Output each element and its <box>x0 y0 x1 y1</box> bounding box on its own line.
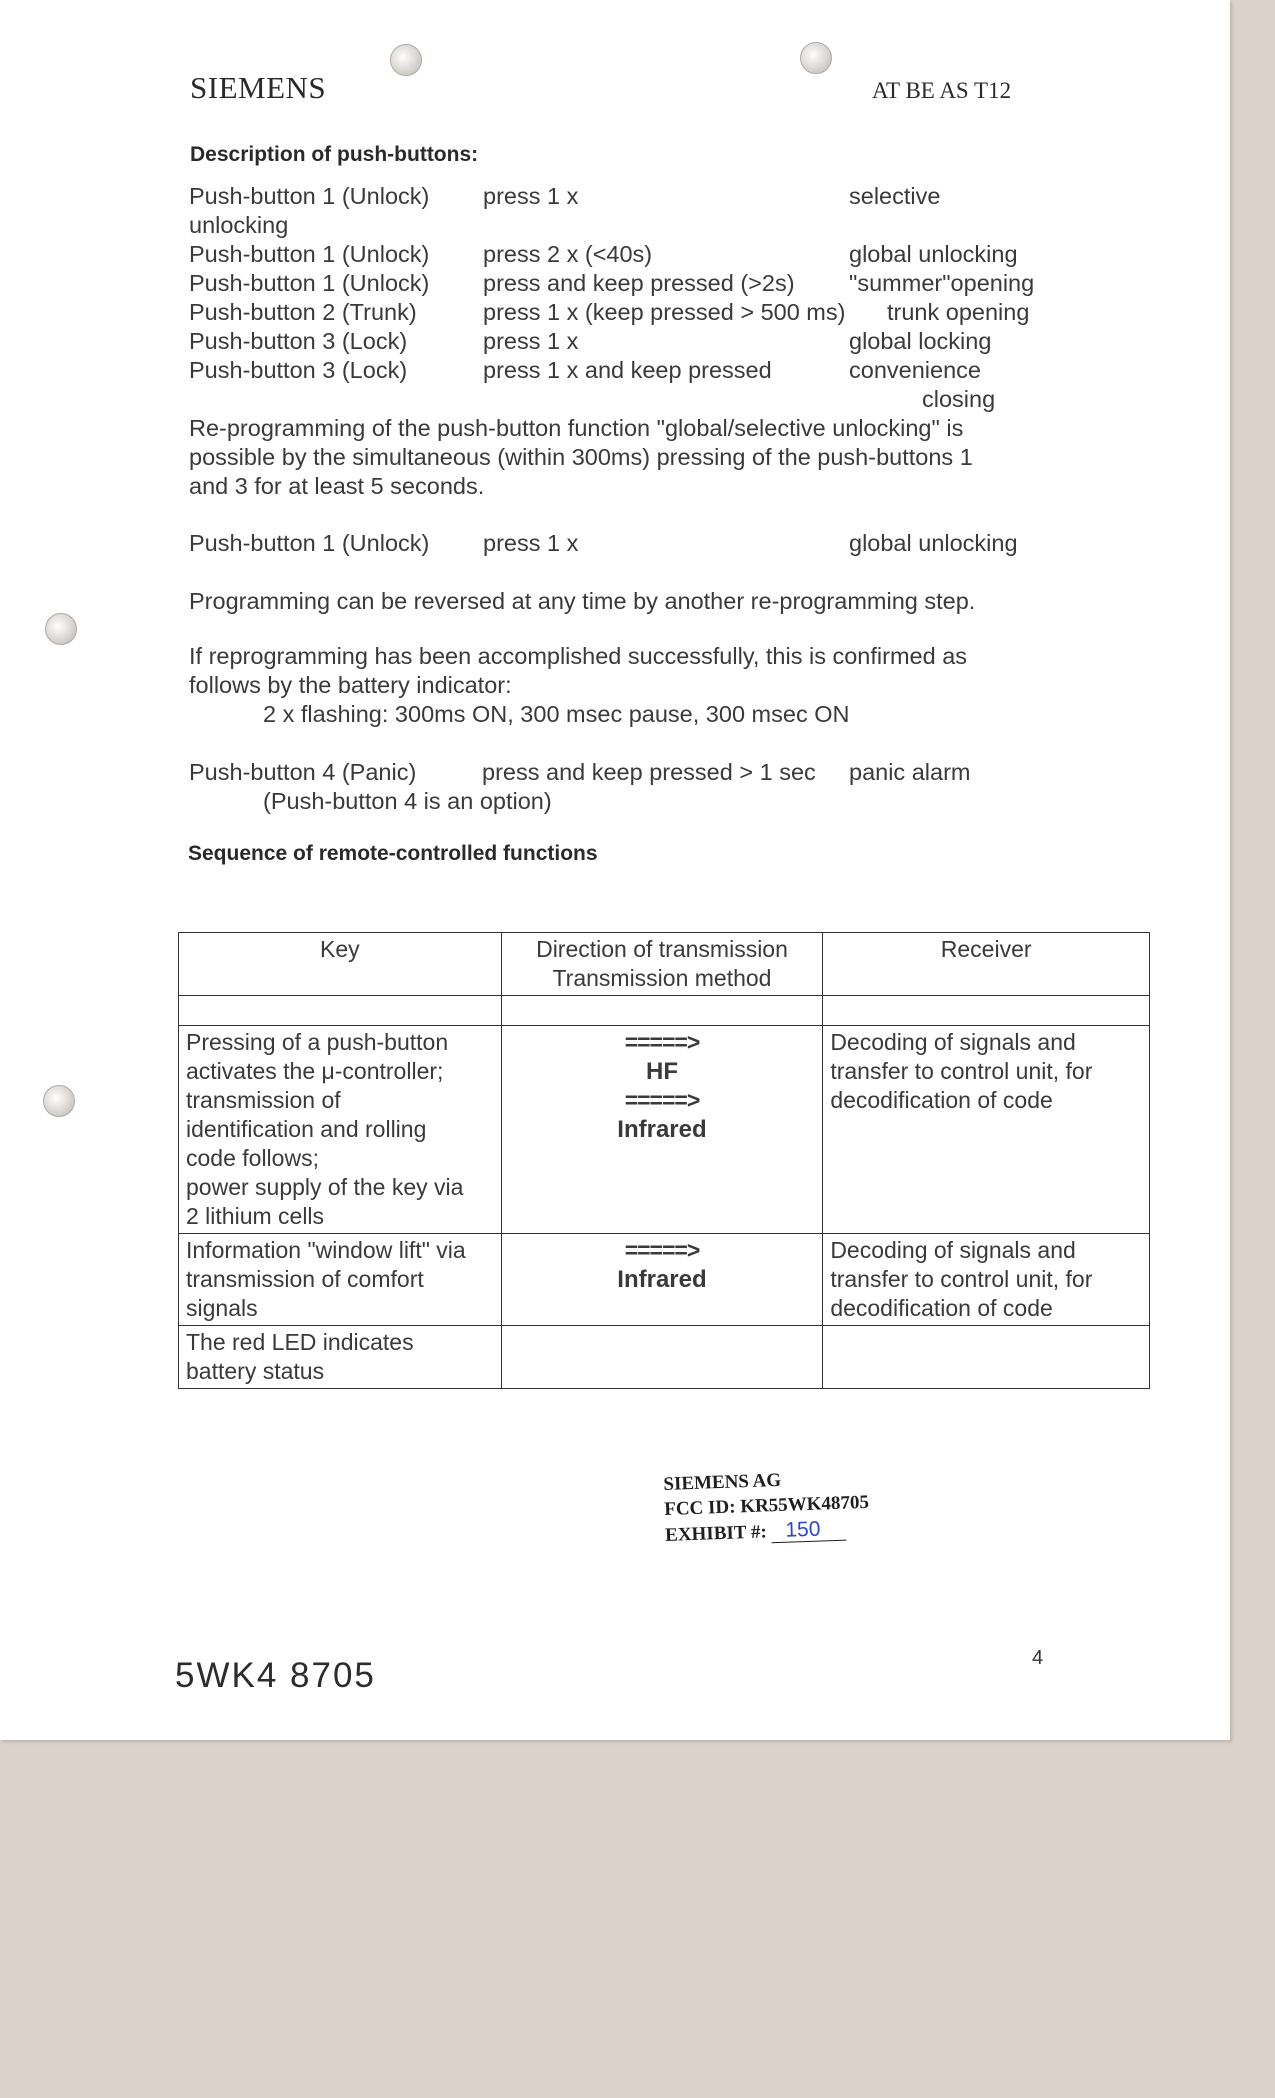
row1-direction-cell: =====> HF =====> Infrared <box>501 1026 823 1234</box>
button-action: press 1 x (keep pressed > 500 ms) <box>483 299 846 325</box>
button-action: press and keep pressed (>2s) <box>483 270 795 296</box>
button-function: global unlocking <box>849 241 1018 267</box>
button-name: Push-button 1 (Unlock) <box>189 530 430 556</box>
reprogramming-text: possible by the simultaneous (within 300ms) pressing of the push-buttons 1 <box>189 444 973 470</box>
button-name: Push-button 1 (Unlock) <box>189 270 430 296</box>
button-action: press 1 x <box>483 328 579 354</box>
document-reference: AT BE AS T12 <box>872 78 1012 103</box>
button-function: convenience <box>849 357 981 383</box>
page-number: 4 <box>1032 1647 1044 1669</box>
table-row <box>179 1326 1150 1389</box>
panic-note: (Push-button 4 is an option) <box>263 788 552 814</box>
table-row <box>179 1234 1150 1326</box>
button-action: press 1 x and keep pressed <box>483 357 772 383</box>
button-action: press and keep pressed > 1 sec <box>482 759 816 785</box>
flash-pattern-text: 2 x flashing: 300ms ON, 300 msec pause, 300 msec ON <box>263 701 850 727</box>
section-title-sequence: Sequence of remote-controlled functions <box>188 842 598 865</box>
row2-receiver-cell: Decoding of signals and transfer to control unit, for decodification of code <box>823 1234 1150 1326</box>
arrow-right-icon: =====> <box>624 1029 700 1055</box>
header-receiver: Receiver <box>823 933 1150 996</box>
confirm-text: follows by the battery indicator: <box>189 672 512 698</box>
header-key: Key <box>179 933 502 996</box>
button-function: "summer"opening <box>849 270 1035 296</box>
row1-receiver-cell: Decoding of signals and transfer to control unit, for decodification of code <box>823 1026 1150 1234</box>
table-row <box>179 1026 1150 1234</box>
button-name: Push-button 1 (Unlock) <box>189 183 430 209</box>
brand-logo-text: SIEMENS <box>190 70 327 105</box>
button-action: press 1 x <box>483 530 579 556</box>
button-name: Push-button 4 (Panic) <box>189 759 417 785</box>
punch-hole <box>800 42 832 74</box>
part-number: 5WK4 8705 <box>175 1656 376 1695</box>
button-function-wrap: closing <box>922 386 996 412</box>
button-function: global locking <box>849 328 992 354</box>
row3-key-cell: The red LED indicates battery status <box>179 1326 502 1389</box>
button-name: Push-button 2 (Trunk) <box>189 299 417 325</box>
table-spacer-row <box>179 996 1150 1026</box>
reverse-text: Programming can be reversed at any time by another re-programming step. <box>189 588 976 614</box>
button-function: panic alarm <box>849 759 971 785</box>
button-function: trunk opening <box>887 299 1030 325</box>
punch-hole <box>45 613 77 645</box>
row1-key-cell: Pressing of a push-button activates the μ-controller; transmission of identification and rolling code follows; power supply of the key via 2 lithium cells <box>179 1026 502 1234</box>
button-name: Push-button 3 (Lock) <box>189 357 408 383</box>
punch-hole <box>43 1085 75 1117</box>
sequence-table <box>178 932 1150 1389</box>
fcc-stamp: SIEMENS AG FCC ID: KR55WK48705 EXHIBIT #: 150 <box>663 1469 870 1546</box>
section-title-push-buttons: Description of push-buttons: <box>190 143 479 166</box>
button-function-wrap: unlocking <box>189 212 289 238</box>
exhibit-number-handwritten: 150 <box>771 1517 847 1544</box>
arrow-right-icon: =====> <box>624 1237 700 1263</box>
button-action: press 2 x (<40s) <box>483 241 653 267</box>
table-header-row <box>179 933 1150 996</box>
header-direction: Direction of transmission Transmission method <box>501 933 823 996</box>
reprogramming-text: Re-programming of the push-button function "global/selective unlocking" is <box>189 415 964 441</box>
button-function: selective <box>849 183 941 209</box>
button-function: global unlocking <box>849 530 1018 556</box>
row2-direction-cell: =====> Infrared <box>501 1234 823 1326</box>
confirm-text: If reprogramming has been accomplished successfully, this is confirmed as <box>189 643 968 669</box>
button-action: press 1 x <box>483 183 579 209</box>
arrow-right-icon: =====> <box>624 1087 700 1113</box>
punch-hole <box>390 44 422 76</box>
button-name: Push-button 3 (Lock) <box>189 328 408 354</box>
button-name: Push-button 1 (Unlock) <box>189 241 430 267</box>
row2-key-cell: Information "window lift" via transmission of comfort signals <box>179 1234 502 1326</box>
reprogramming-text: and 3 for at least 5 seconds. <box>189 473 485 499</box>
